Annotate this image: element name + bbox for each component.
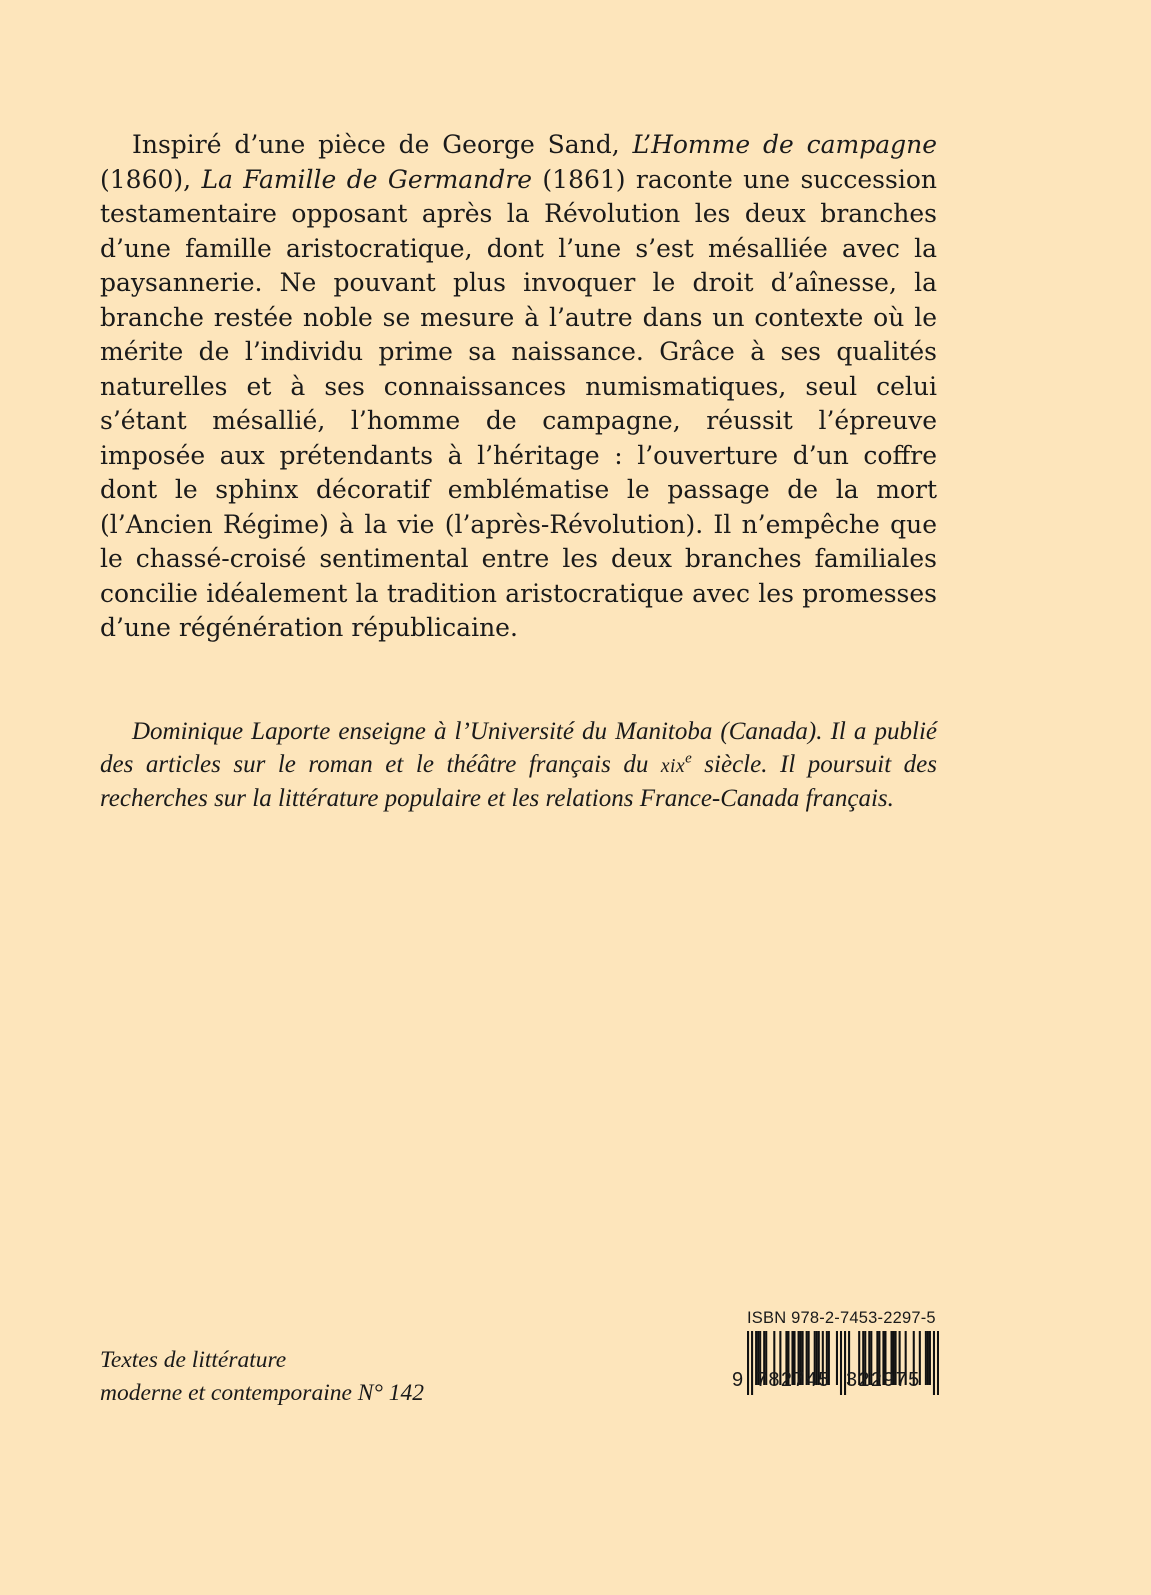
bio-text-1: Dominique Laporte enseigne à l’Université du Manitoba (Canada). Il a publié des articles sur le roman et le théâtre français du: [100, 718, 937, 778]
barcode-bar: [751, 1331, 753, 1395]
ean-first-digit: 9: [732, 1369, 744, 1391]
summary-text-2: (1860),: [100, 164, 202, 194]
ean-right-digits: 322975: [846, 1369, 921, 1391]
bio-century: xix: [660, 755, 686, 777]
bio-text-2: siècle. Il poursuit des recherches sur la littérature populaire et les relations France-Canada français.: [100, 750, 937, 812]
ean-left-digits: 782745: [756, 1369, 831, 1391]
summary-title-homme-de-campagne: L’Homme de campagne: [632, 130, 938, 159]
series-line-1: Textes de littérature: [100, 1347, 287, 1373]
barcode-bar: [927, 1331, 929, 1385]
summary-text-1: Inspiré d’une pièce de George Sand,: [132, 130, 633, 159]
author-bio: [100, 716, 937, 816]
barcode-bar: [747, 1331, 749, 1395]
summary-text-3: (1861) raconte une succession testamentaire opposant après la Révolution les deux branches d’une famille aristocratique, dont l’une s’est mésalliée avec la paysannerie. Ne pouvant plus invoquer le droit d’aînesse, la branche restée noble se mesure à l’autre dans un contexte où le mérite de l’individu prime sa naissance. Grâce à ses qualités naturelles et à ses connaissances numismatiques, seul celui s’étant mésallié, l’homme de campagne, réussit l’épreuve imposée aux prétendants à l’héritage : l’ouverture d’un coffre dont le sphinx décoratif emblématise le passage de la mort (l’Ancien Régime) à la vie (l’après-Révolution). Il n’empêche que le chassé-croisé sentimental entre les deux branches familiales concilie idéalement la tradition aristocratique avec les promesses d’une régénération républicaine.: [100, 164, 937, 642]
bio-century-sup: e: [685, 750, 692, 767]
barcode-bar: [929, 1331, 931, 1385]
isbn-label: ISBN 978-2-7453-2297-5: [747, 1309, 936, 1327]
barcode-bar: [836, 1331, 838, 1385]
book-summary: [100, 128, 937, 646]
series-label: [100, 1344, 520, 1410]
barcode-bar: [937, 1331, 939, 1395]
barcode-bar: [840, 1331, 842, 1395]
barcode-bar: [925, 1331, 927, 1385]
barcode-bar: [933, 1331, 935, 1395]
summary-title-famille-de-germandre: La Famille de Germandre: [201, 164, 533, 194]
series-line-2: moderne et contemporaine N° 142: [100, 1380, 424, 1406]
